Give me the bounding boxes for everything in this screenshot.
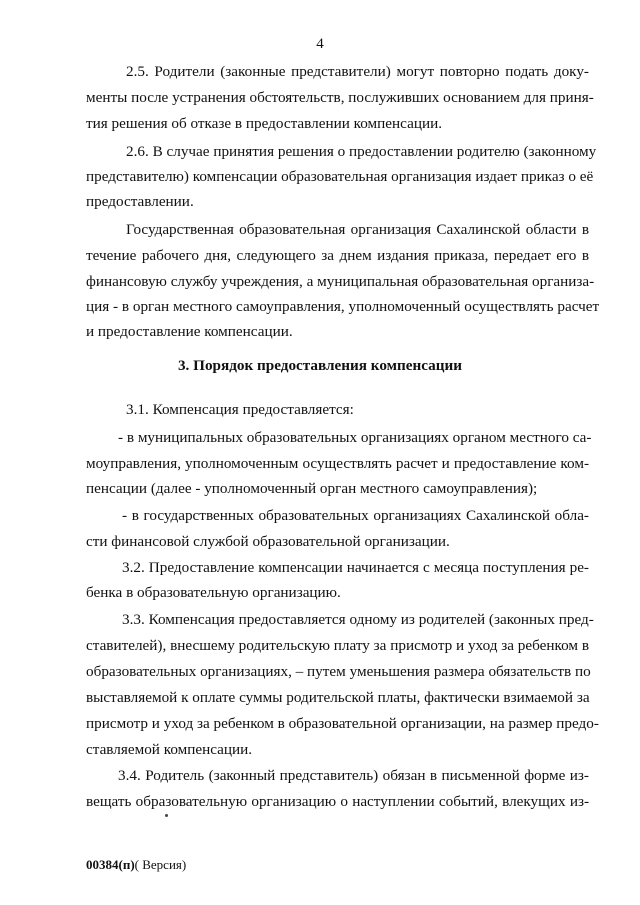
section-heading: 3. Порядок предоставления компенсации [177, 357, 463, 374]
paragraph-line: ставляемой компенсации. [86, 741, 253, 758]
paragraph-line: и предоставление компенсации. [86, 323, 293, 340]
paragraph-line: - в государственных образовательных организациях Сахалинской обла- [122, 507, 589, 524]
paragraph-line: сти финансовой службой образовательной организации. [86, 533, 450, 550]
document-code: 00384(п) [86, 857, 135, 872]
paragraph-line: 2.5. Родители (законные представители) могут повторно подать доку- [126, 63, 589, 80]
paragraph-line: - в муниципальных образовательных организациях органом местного са- [118, 429, 592, 446]
document-version: ( Версия) [134, 857, 187, 872]
paragraph-line: финансовую службу учреждения, а муниципальная образовательная организа- [86, 273, 595, 290]
paragraph-line: бенка в образовательную организацию. [86, 584, 341, 601]
paragraph-line: менты после устранения обстоятельств, послуживших основанием для приня- [86, 89, 594, 106]
paragraph-line: тия решения об отказе в предоставлении компенсации. [86, 115, 443, 132]
paragraph-line: предоставлении. [86, 193, 194, 210]
scan-speck [165, 814, 168, 817]
paragraph-line: 3.3. Компенсация предоставляется одному из родителей (законных пред- [122, 611, 594, 628]
paragraph-line: ставителей), внесшему родительскую плату за присмотр и уход за ребенком в [86, 637, 590, 654]
paragraph-line: Государственная образовательная организация Сахалинской области в [126, 221, 589, 238]
paragraph-line: 3.1. Компенсация предоставляется: [126, 401, 354, 418]
paragraph-line: представителю) компенсации образовательная организация издает приказ о её [86, 168, 594, 185]
paragraph-line: 3.4. Родитель (законный представитель) обязан в письменной форме из- [118, 767, 589, 784]
page-number: 4 [316, 36, 324, 52]
paragraph-line: ция - в орган местного самоуправления, уполномоченный осуществлять расчет [86, 298, 600, 315]
paragraph-line: выставляемой к оплате суммы родительской платы, фактически взимаемой за [86, 689, 590, 706]
paragraph-line: 3.2. Предоставление компенсации начинается с месяца поступления ре- [122, 559, 589, 576]
paragraph-line: образовательных организациях, – путем уменьшения размера обязательств по [86, 663, 591, 680]
paragraph-line: моуправления, уполномоченным осуществлять расчет и предоставление ком- [86, 455, 589, 472]
paragraph-line: присмотр и уход за ребенком в образовательной организации, на размер предо- [86, 715, 599, 732]
paragraph-line: пенсации (далее - уполномоченный орган местного самоуправления); [86, 480, 538, 497]
paragraph-line: 2.6. В случае принятия решения о предоставлении родителю (законному [126, 143, 597, 160]
paragraph-line: течение рабочего дня, следующего за днем издания приказа, передает его в [86, 247, 589, 264]
document-footer [86, 856, 186, 874]
paragraph-line: вещать образовательную организацию о наступлении событий, влекущих из- [86, 793, 589, 810]
